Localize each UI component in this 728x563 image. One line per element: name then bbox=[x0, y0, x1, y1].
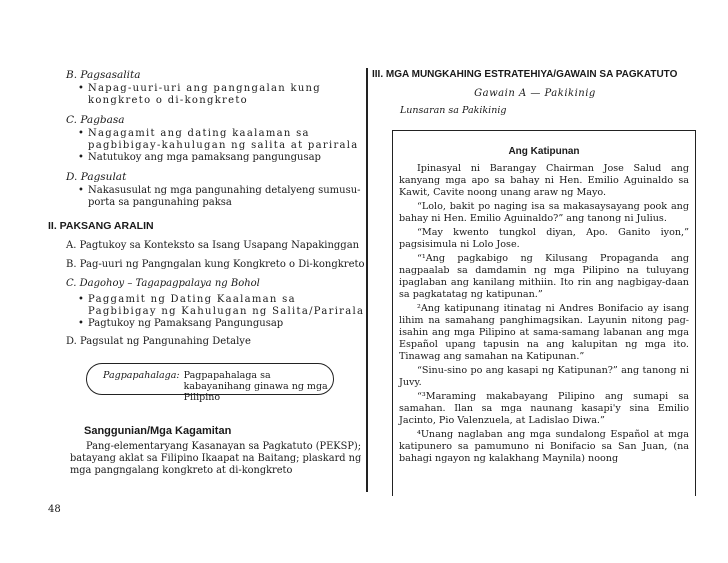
left-column bbox=[48, 68, 368, 477]
topic-c: C. Dagohoy – Tagapagpalaya ng Bohol bbox=[66, 278, 260, 289]
topic-d: D. Pagsulat ng Pangunahing Detalye bbox=[66, 336, 251, 347]
story-paragraph: ²Ang katipunang itinatag ni Andres Bonifacio ay isang lihim na samahang panghimagsikan. Layunin nitong pag-isahin ang mga Pilipino at sama-samang labanan ang mga Español upang tapusin na ang kalupitan ng mga ito. Tinawag ang samahan na Katipunan.” bbox=[399, 303, 689, 362]
objective-b-bullet-1: • Napag-uuri-uri ang pangngalan kung kongkreto o di-kongkreto bbox=[78, 83, 368, 107]
story-title: Ang Katipunan bbox=[508, 146, 580, 157]
gawain-heading: Gawain A — Pakikinig bbox=[474, 88, 596, 99]
topic-c-bullet-1: • Paggamit ng Dating Kaalaman sa Pagbibigay ng Kahulugan ng Salita/Parirala bbox=[78, 294, 368, 318]
section-estratehiya: III. MGA MUNGKAHING ESTRATEHIYA/GAWAIN SA PAGKATUTO bbox=[372, 69, 678, 80]
story-paragraph: “Sinu-sino po ang kasapi ng Katipunan?” ang tanong ni Juvy. bbox=[399, 365, 689, 388]
references-heading: Sanggunian/Mga Kagamitan bbox=[84, 425, 232, 437]
objective-b-heading: B. Pagsasalita bbox=[66, 69, 141, 81]
objective-c-bullet-2: • Natutukoy ang mga pamaksang pangungusap bbox=[78, 152, 368, 164]
topic-a: A. Pagtukoy sa Konteksto sa Isang Usapang Napakinggan bbox=[66, 240, 360, 251]
column-divider bbox=[366, 68, 368, 492]
story-paragraph: Ipinasyal ni Barangay Chairman Jose Salud ang kanyang mga apo sa bahay ni Hen. Emilio Aguinaldo sa Kawit, Cavite noong unang araw ng Mayo. bbox=[399, 163, 689, 198]
objective-c-bullet-1: • Nagagamit ang dating kaalaman sa pagbibigay-kahulugan ng salita at parirala bbox=[78, 128, 368, 152]
story-paragraph: “³Maraming makabayang Pilipino ang sumapi sa samahan. Ilan sa mga naunang kasapi'y sina Emilio Jacinto, Pio Valenzuela, at Ladislao Diwa.” bbox=[399, 391, 689, 426]
topic-c-bullet-2: • Pagtukoy ng Pamaksang Pangungusap bbox=[78, 318, 368, 330]
story-body bbox=[399, 163, 689, 465]
story-paragraph: “Lolo, bakit po naging isa sa makasaysayang pook ang bahay ni Hen. Emilio Aguinaldo?” ang tanong ni Julius. bbox=[399, 201, 689, 224]
story-box bbox=[392, 130, 696, 496]
story-paragraph: “May kwento tungkol diyan, Apo. Ganito iyon,” pagsisimula ni Lolo Jose. bbox=[399, 227, 689, 250]
page-number: 48 bbox=[48, 504, 61, 515]
objective-c-heading: C. Pagbasa bbox=[66, 114, 125, 126]
story-paragraph: ⁴Unang naglaban ang mga sundalong Español at mga katipunero sa pamumuno ni Bonifacio sa San Juan, (na bahagi ngayon ng kalakhang Maynila) noong bbox=[399, 429, 689, 464]
right-column bbox=[372, 68, 698, 116]
references-body: Pang-elementaryang Kasanayan sa Pagkatuto (PEKSP); batayang aklat sa Filipino Ikaapat na Baitang; plaskard ng mga pangngalang kongkreto at di-kongkreto bbox=[70, 441, 362, 476]
section-paksang-aralin: II. PAKSANG ARALIN bbox=[48, 220, 154, 232]
story-paragraph: “¹Ang pagkabigo ng Kilusang Propaganda ang nagpaalab sa damdamin ng mga Pilipino na tuluyang ipaglaban ang kanilang mithiin. Ito rin ang nagbigay-daan sa pagkatatag ng katipunan.” bbox=[399, 253, 689, 300]
lunsaran-label: Lunsaran sa Pakikinig bbox=[400, 105, 507, 116]
pagpapahalaga-text: Pagpapahalaga sa kabayanihang ginawa ng mga Pilipino bbox=[183, 370, 328, 403]
objective-d-bullet-1: • Nakasusulat ng mga pangunahing detalyeng sumusu-porta sa pangunahing paksa bbox=[78, 185, 368, 209]
pagpapahalaga-box bbox=[86, 363, 334, 403]
topic-b: B. Pag-uuri ng Pangngalan kung Kongkreto o Di-kongkreto bbox=[66, 259, 365, 270]
objective-d-heading: D. Pagsulat bbox=[66, 171, 127, 183]
pagpapahalaga-label: Pagpapahalaga: bbox=[103, 370, 180, 381]
